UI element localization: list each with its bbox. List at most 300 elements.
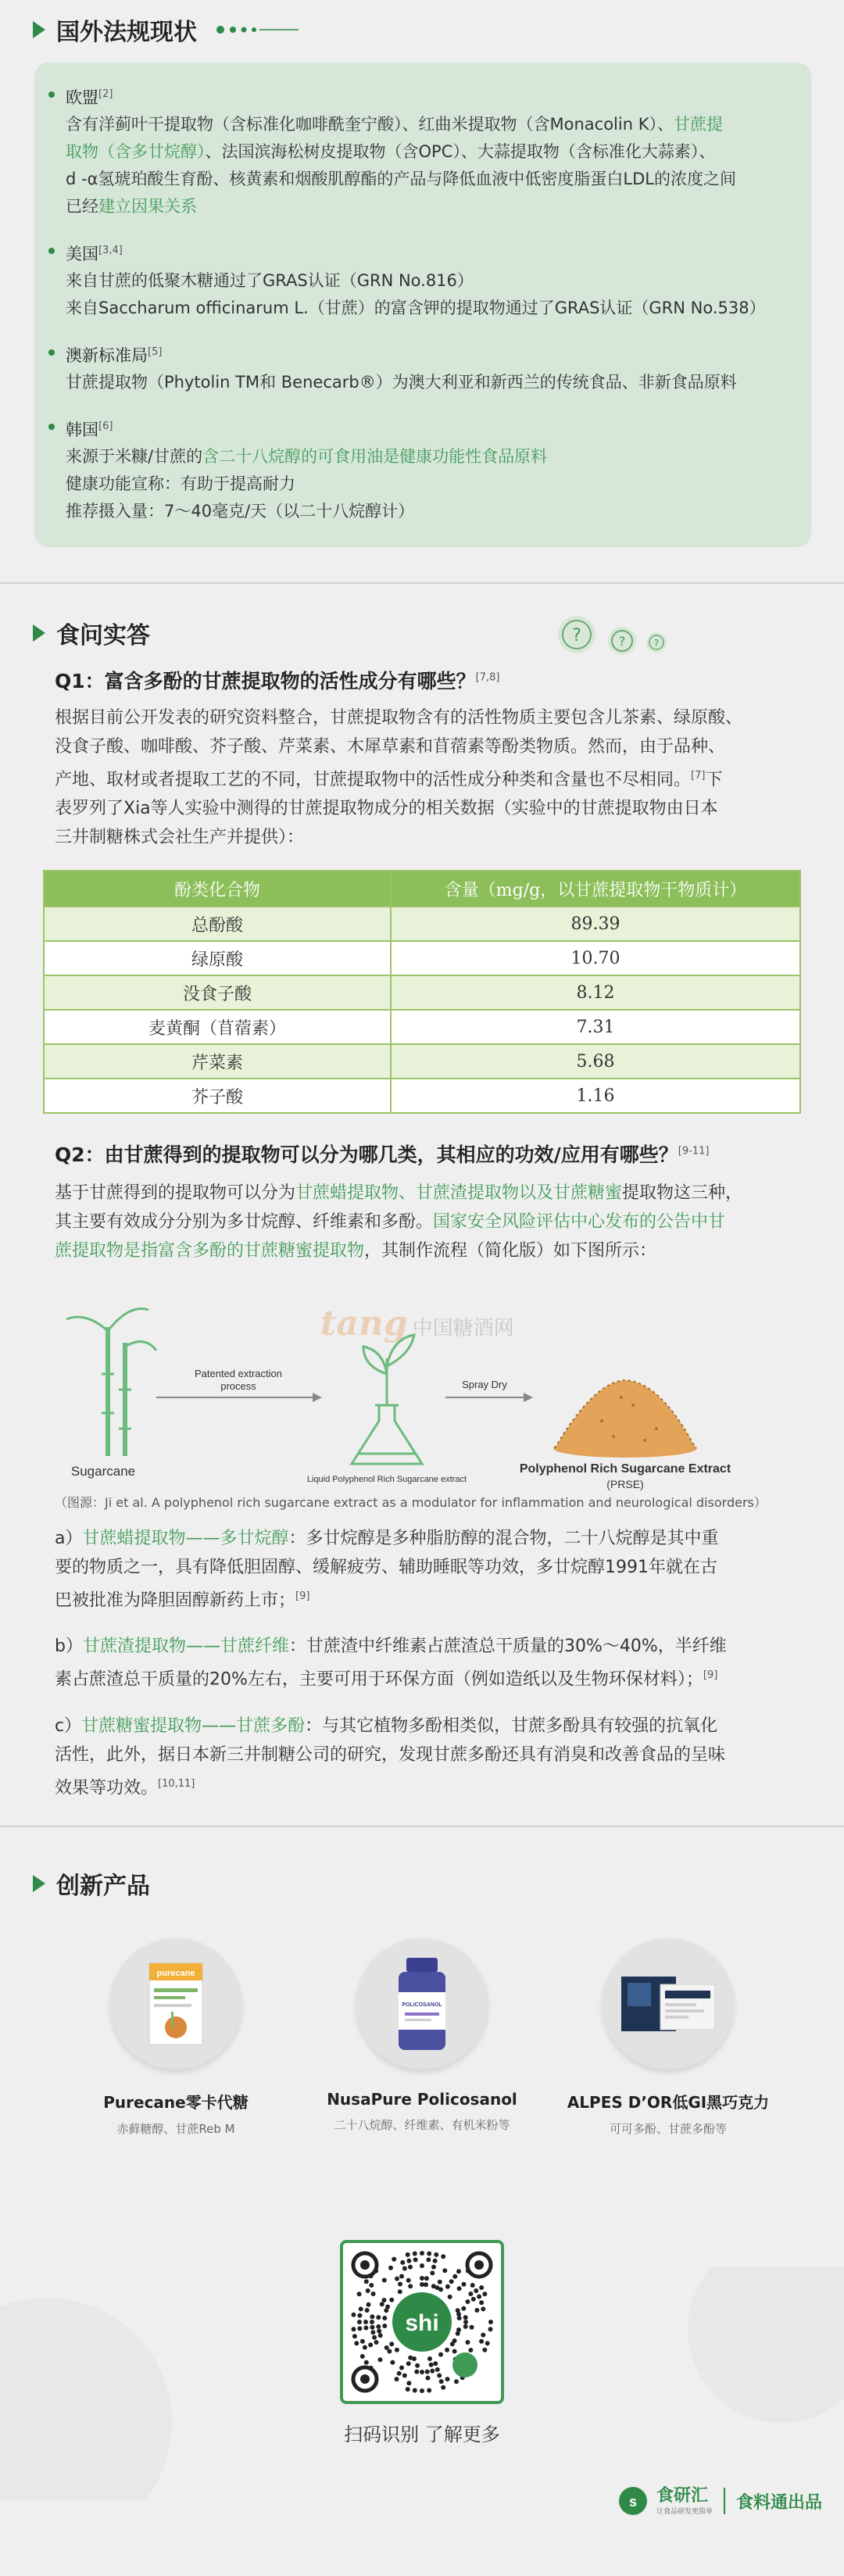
qr-dot <box>406 2278 411 2283</box>
qr-dot <box>406 2361 411 2366</box>
qr-dot <box>468 2292 473 2296</box>
qr-dot <box>365 2308 370 2313</box>
qr-dot <box>462 2282 467 2287</box>
section-title: 食问实答 <box>56 622 150 649</box>
qr-dot <box>377 2329 381 2334</box>
product-name: ALPES D’OR低GI黑巧克力 <box>567 2093 770 2112</box>
qr-dot <box>408 2284 413 2288</box>
qr-dot <box>415 2363 420 2368</box>
qr-dot <box>420 2276 424 2281</box>
qr-dot <box>433 2259 438 2263</box>
qr-dot <box>370 2314 374 2319</box>
qr-dot <box>402 2267 407 2271</box>
reference: [2] <box>98 88 113 100</box>
qr-dot <box>427 2356 432 2361</box>
paragraph-line <box>55 703 805 732</box>
text: 其主要有效成分分别为多廿烷醇、纤维素和多酚。 <box>55 1212 434 1232</box>
text: 来自甘蔗的低聚木糖通过了GRAS认证（GRN No.816） <box>66 271 474 290</box>
q1-title <box>55 666 499 694</box>
step2-label: Spray Dry <box>462 1379 507 1390</box>
bullet-icon <box>48 248 55 254</box>
highlight-text: 建立因果关系 <box>98 197 197 216</box>
product-name: Purecane零卡代糖 <box>103 2093 249 2112</box>
regulation-head <box>66 339 796 369</box>
text: 表罗列了Xia等人实验中测得的甘蔗提取物成分的相关数据（实验中的甘蔗提取物由日本 <box>55 799 718 819</box>
qr-dot <box>372 2335 377 2340</box>
content-cell: 7.31 <box>391 1010 800 1044</box>
qr-code[interactable] <box>340 2240 504 2404</box>
qr-dot <box>482 2348 487 2352</box>
text: 韩国 <box>66 420 98 439</box>
qr-dot <box>429 2363 434 2367</box>
qr-dot <box>488 2320 493 2324</box>
product-name: NusaPure Policosanol <box>327 2090 517 2109</box>
regulation-line <box>66 498 796 525</box>
mini-program-icon <box>452 2352 477 2377</box>
qr-dot <box>395 2377 399 2381</box>
qr-dot <box>461 2306 466 2311</box>
text: 来源于米糠/甘蔗的 <box>66 447 203 466</box>
qr-dot <box>364 2279 369 2284</box>
divider <box>0 582 844 584</box>
qr-dot <box>466 2299 470 2304</box>
qr-dot <box>420 2251 424 2256</box>
svg-text:?: ? <box>572 626 581 646</box>
step1-label: Patented extraction <box>194 1368 283 1379</box>
qr-dot <box>463 2324 468 2329</box>
qr-dot <box>426 2376 431 2381</box>
regulation-head <box>66 413 796 443</box>
section-triangle-icon <box>33 1875 45 1892</box>
compound-cell: 麦黄酮（苜蓿素） <box>44 1010 391 1044</box>
paragraph-line <box>55 1582 805 1615</box>
qr-dot <box>363 2345 367 2350</box>
svg-text:?: ? <box>653 638 660 649</box>
divider <box>0 1826 844 1827</box>
content-cell: 8.12 <box>391 975 800 1010</box>
paragraph-line <box>55 1524 805 1553</box>
paragraph-line <box>55 1741 805 1769</box>
extract-paragraph <box>55 1524 805 1615</box>
qr-dot <box>352 2327 356 2331</box>
text: 基于甘蔗得到的提取物可以分为 <box>55 1183 296 1203</box>
highlight-text: 含二十八烷醇的可食用油是健康功能性食品原料 <box>202 447 548 466</box>
paragraph-line <box>55 761 805 794</box>
qr-dot <box>474 2288 478 2293</box>
qr-dot <box>395 2277 399 2281</box>
qr-dot <box>439 2379 444 2384</box>
qr-dot <box>479 2285 484 2290</box>
content-cell: 1.16 <box>391 1079 800 1113</box>
paragraph-line <box>55 1661 805 1694</box>
watermark: tang 中国糖酒网 <box>320 1304 514 1343</box>
table-row <box>44 1044 800 1079</box>
highlight-text: 蔗提取物是指富含多酚的甘蔗糖蜜提取物 <box>55 1241 365 1261</box>
regulation-head <box>66 238 796 267</box>
qr-dot <box>470 2325 474 2330</box>
qr-dot <box>382 2278 387 2283</box>
qr-dot <box>413 2257 418 2262</box>
q1-paragraph <box>55 703 805 852</box>
qr-dot <box>424 2276 429 2281</box>
regulation-item <box>48 413 796 525</box>
reference: [6] <box>98 420 113 432</box>
text: 推荐摄入量：7～40毫克/天（以二十八烷醇计） <box>66 502 415 521</box>
reference: [10,11] <box>158 1777 195 1790</box>
qr-dot <box>374 2340 379 2345</box>
sugarcane-icon <box>66 1309 156 1456</box>
extract-paragraph <box>55 1632 805 1694</box>
highlight-text: 甘蔗蜡提取物——多廿烷醇 <box>82 1529 289 1548</box>
brand1-name: 食研汇 <box>656 2485 709 2506</box>
qr-dot <box>437 2374 442 2378</box>
qr-dot <box>435 2367 440 2372</box>
qr-dot <box>352 2334 357 2338</box>
qr-dot <box>387 2349 392 2354</box>
qr-dot <box>406 2252 410 2257</box>
text: 甘蔗提取物（Phytolin TM和 Benecarb®）为澳大利亚和新西兰的传统食品、非新食品原料 <box>66 373 737 392</box>
qr-dot <box>430 2369 435 2374</box>
table-row <box>44 941 800 975</box>
qr-dot <box>399 2274 404 2279</box>
qr-finder-center <box>360 2374 370 2384</box>
product-label: Polyphenol Rich Sugarcane Extract <box>519 1462 731 1476</box>
regulation-head <box>66 81 796 111</box>
text: 健康功能宣称：有助于提高耐力 <box>66 474 295 493</box>
qr-dot <box>360 2339 365 2344</box>
text: 澳新标准局 <box>66 346 148 365</box>
qr-dot <box>456 2327 461 2332</box>
text: ：甘蔗渣中纤维素占蔗渣总干质量的30%～40%，半纤维 <box>288 1637 727 1657</box>
qr-finder-center <box>474 2260 484 2270</box>
qr-dot <box>434 2252 438 2257</box>
text: 已经 <box>66 197 98 216</box>
reference: [7] <box>691 770 706 782</box>
compound-cell: 总酚酸 <box>44 907 391 941</box>
paragraph-line <box>55 823 805 852</box>
qr-dot <box>369 2283 374 2288</box>
extract-paragraph <box>55 1712 805 1802</box>
chocolate-pack-icon <box>613 1961 723 2047</box>
qr-dot <box>452 2274 457 2279</box>
text: 活性，此外，据日本新三井制糖公司的研究，发现甘蔗多酚还具有消臭和改善食品的呈味 <box>55 1744 726 1765</box>
text: 来自Saccharum officinarum L.（甘蔗）的富含钾的提取物通过了GRAS认证（GRN No.538） <box>66 299 766 317</box>
qr-dot <box>388 2266 393 2270</box>
brand1-sub: 让食品研发更简单 <box>656 2507 713 2516</box>
footer-brand <box>617 2485 822 2517</box>
qr-dot <box>378 2333 383 2338</box>
highlight-text: 国家安全风险评估中心发布的公告中甘 <box>433 1212 726 1232</box>
qr-dot <box>426 2257 431 2262</box>
brand-divider <box>724 2488 725 2514</box>
qr-dot <box>408 2265 413 2270</box>
qr-dot <box>400 2260 405 2265</box>
brand-logo-icon <box>617 2485 649 2517</box>
qr-dot <box>382 2324 387 2328</box>
highlight-text: 取物（含多廿烷醇） <box>66 142 206 161</box>
table-header: 含量（mg/g，以甘蔗提取物干物质计） <box>391 871 800 907</box>
qr-dot <box>406 2259 411 2263</box>
qr-dot <box>470 2283 475 2288</box>
svg-text:POLICOSANOL: POLICOSANOL <box>402 2002 442 2008</box>
brand1 <box>656 2487 713 2516</box>
qr-dot <box>378 2357 383 2362</box>
highlight-text: 甘蔗蜡提取物、甘蔗渣提取物以及甘蔗糖蜜 <box>295 1183 623 1203</box>
qr-dot <box>463 2320 468 2324</box>
text: 提取物这三种， <box>622 1183 743 1203</box>
text: c） <box>55 1716 82 1736</box>
regulation-line <box>66 470 796 498</box>
q1-ref: [7,8] <box>475 671 500 684</box>
qr-dot <box>397 2371 402 2376</box>
table-row <box>44 975 800 1010</box>
reference: [5] <box>148 346 163 358</box>
qr-dot <box>398 2282 402 2287</box>
regulation-line <box>66 369 796 396</box>
qr-dot <box>376 2324 381 2329</box>
paragraph-line <box>55 1553 805 1582</box>
text: 三井制糖株式会社生产并提供）： <box>55 828 305 848</box>
qr-dot <box>354 2341 359 2345</box>
qr-dot <box>454 2379 459 2384</box>
qr-dot <box>384 2308 388 2313</box>
q2-paragraph <box>55 1179 805 1265</box>
qr-dot <box>398 2289 402 2294</box>
highlight-text: 甘蔗提 <box>673 115 723 134</box>
qr-dot <box>357 2326 362 2331</box>
qr-dot <box>471 2297 476 2302</box>
qr-dot <box>456 2308 460 2313</box>
regulation-item <box>48 238 796 322</box>
svg-text:?: ? <box>618 634 626 649</box>
regulation-line <box>66 193 796 220</box>
paragraph-line <box>55 1769 805 1802</box>
highlight-text: 甘蔗渣提取物——甘蔗纤维 <box>82 1637 289 1657</box>
brand2-name: 食料通出品 <box>736 2492 823 2513</box>
text: 下 <box>705 770 723 790</box>
qr-dot <box>445 2348 449 2352</box>
text: 含有洋蓟叶干提取物（含标准化咖啡酰奎宁酸）、红曲米提取物（含Monacolin K）、 <box>66 115 674 134</box>
bullet-icon <box>48 424 55 430</box>
qr-dot <box>477 2295 481 2299</box>
product-card[interactable] <box>59 1938 293 2137</box>
qr-finder-center <box>360 2260 370 2270</box>
step1b-label: process <box>220 1380 256 1392</box>
text: ：与其它植物多酚相类似，甘蔗多酚具有较强的抗氧化 <box>305 1716 718 1736</box>
q2-title <box>55 1140 709 1168</box>
qr-dot <box>412 2356 417 2361</box>
text: d -α氢琥珀酸生育酚、核黄素和烟酸肌醇酯的产品与降低血液中低密度脂蛋白LDL的浓度之间 <box>66 170 736 188</box>
dots-decoration-icon <box>216 24 302 35</box>
qr-dot <box>445 2284 450 2289</box>
arrow-2-head <box>524 1393 533 1402</box>
qr-dot <box>413 2388 417 2393</box>
text: 巴被批准为降胆固醇新药上市； <box>55 1590 296 1611</box>
qr-dot <box>481 2306 485 2311</box>
phenol-table <box>43 870 801 1114</box>
qr-dot <box>441 2254 445 2259</box>
regulation-line <box>66 111 796 138</box>
qr-dot <box>364 2360 369 2365</box>
foreign-section-header <box>33 13 302 47</box>
regulation-line <box>66 267 796 295</box>
bullet-icon <box>48 349 55 356</box>
qr-dot <box>399 2366 404 2370</box>
svg-text:s: s <box>628 2494 638 2510</box>
regulation-item <box>48 339 796 396</box>
qr-dot <box>357 2320 362 2324</box>
qr-code-icon <box>343 2243 501 2401</box>
sugarcane-label: Sugarcane <box>70 1464 136 1479</box>
qr-dot <box>481 2333 485 2338</box>
q1-title-text: Q1：富含多酚的甘蔗提取物的活性成分有哪些？ <box>55 670 476 692</box>
qa-section-header <box>33 616 150 650</box>
compound-cell: 芥子酸 <box>44 1079 391 1113</box>
qr-dot <box>370 2325 374 2330</box>
qr-dot <box>479 2339 484 2344</box>
products-section-header <box>33 1866 150 1901</box>
figure-caption: （图源：Ji et al. A polyphenol rich sugarcane extract as a modulator for inflammation and neurological disorders） <box>55 1495 767 1510</box>
qr-dot <box>382 2316 387 2320</box>
product-card[interactable] <box>305 1938 539 2137</box>
qr-dot <box>485 2341 490 2345</box>
text: 素占蔗渣总干质量的20%左右，主要可用于环保方面（例如造纸以及生物环保材料）； <box>55 1669 703 1690</box>
regulation-line <box>66 166 796 193</box>
svg-text:purecane: purecane <box>156 1969 195 1978</box>
paragraph-line <box>55 794 805 823</box>
bullet-icon <box>48 91 55 98</box>
product-label-2: (PRSE) <box>606 1478 644 1490</box>
compound-cell: 没食子酸 <box>44 975 391 1010</box>
qr-dot <box>368 2342 373 2347</box>
text: 欧盟 <box>66 88 98 107</box>
product-desc: 可可多酚、甘蔗多酚等 <box>609 2122 727 2136</box>
q2-title-text: Q2：由甘蔗得到的提取物可以分为哪几类，其相应的功效/应用有哪些？ <box>55 1143 678 1166</box>
compound-cell: 芹菜素 <box>44 1044 391 1079</box>
text: b） <box>55 1637 83 1657</box>
qr-dot <box>390 2360 395 2365</box>
text: 效果等功效。 <box>55 1777 159 1798</box>
qr-dot <box>441 2385 445 2390</box>
reference: [9] <box>295 1590 310 1602</box>
qr-dot <box>448 2295 452 2299</box>
qr-dot <box>445 2377 450 2381</box>
qr-dot <box>438 2280 442 2284</box>
qr-dot <box>420 2370 424 2374</box>
text: ，其制作流程（简化版）如下图所示： <box>364 1241 657 1261</box>
section-triangle-icon <box>33 21 45 38</box>
qr-dot <box>488 2327 493 2331</box>
qr-dot <box>420 2388 424 2393</box>
paragraph-line <box>55 1632 805 1661</box>
qr-dot <box>363 2320 368 2324</box>
product-card[interactable] <box>551 1938 785 2137</box>
qr-dot <box>380 2302 384 2306</box>
qr-dot <box>442 2268 447 2273</box>
svg-text:shi: shi <box>405 2310 439 2336</box>
qr-dot <box>382 2298 387 2302</box>
reference: [3,4] <box>98 245 123 256</box>
regulations-card <box>34 63 811 547</box>
content-cell: 5.68 <box>391 1044 800 1079</box>
qr-dot <box>352 2313 356 2317</box>
qr-dot <box>357 2292 362 2296</box>
process-figure <box>55 1288 805 1491</box>
qr-dot <box>389 2298 394 2302</box>
qr-dot <box>431 2284 436 2288</box>
text: 美国 <box>66 245 98 263</box>
qr-dot <box>452 2349 457 2354</box>
qr-dot <box>406 2387 410 2392</box>
arrow-1-head <box>313 1393 322 1402</box>
paragraph-line <box>55 1236 805 1265</box>
qr-dot <box>395 2348 399 2352</box>
content-cell: 89.39 <box>391 907 800 941</box>
paragraph-line <box>55 1179 805 1208</box>
sweetener-box-icon <box>137 1957 215 2051</box>
extract-paragraphs <box>55 1524 805 1819</box>
qr-dot <box>376 2315 381 2320</box>
scan-text: 扫码识别 了解更多 <box>344 2424 500 2445</box>
section-title: 国外法规现状 <box>56 19 197 46</box>
product-desc: 二十八烷醇、纤维素、有机米粉等 <box>334 2118 510 2132</box>
qr-dot <box>463 2315 468 2320</box>
regulation-line <box>66 295 796 322</box>
content-cell: 10.70 <box>391 941 800 975</box>
qr-dot <box>474 2308 479 2313</box>
product-desc: 赤藓糖醇、甘蔗Reb M <box>116 2122 235 2136</box>
text: 、法国滨海松树皮提取物（含OPC）、大蒜提取物（含标准化大蒜素）、 <box>205 142 716 161</box>
question-bubbles-icon <box>553 606 671 677</box>
flask-label: Liquid Polyphenol Rich Sugarcane extract <box>306 1475 467 1484</box>
qr-dot <box>413 2252 417 2256</box>
q2-ref: [9-11] <box>678 1145 710 1157</box>
text: 要的物质之一，具有降低胆固醇、缓解疲劳、辅助睡眠等功效，多廿烷醇1991年就在古 <box>55 1558 717 1577</box>
text: 没食子酸、咖啡酸、芥子酸、芹菜素、木犀草素和苜蓿素等酚类物质。然而，由于品种、 <box>55 737 726 757</box>
flask-icon <box>352 1335 422 1464</box>
qr-dot <box>457 2286 462 2291</box>
paragraph-line <box>55 732 805 761</box>
table-row <box>44 907 800 941</box>
qr-dot <box>420 2282 424 2287</box>
qr-dot <box>449 2279 454 2284</box>
qr-dot <box>366 2288 370 2293</box>
regulation-item <box>48 81 796 220</box>
text: 根据目前公开发表的研究资料整合，甘蔗提取物含有的活性物质主要包含儿茶素、绿原酸、 <box>55 708 743 728</box>
highlight-text: 甘蔗糖蜜提取物——甘蔗多酚 <box>81 1716 306 1736</box>
qr-dot <box>482 2292 487 2296</box>
qr-dot <box>392 2257 396 2262</box>
text: a） <box>55 1529 83 1548</box>
qr-dot <box>425 2370 430 2374</box>
qr-dot <box>370 2330 375 2334</box>
qr-dot <box>456 2269 461 2274</box>
table-row <box>44 1079 800 1113</box>
qr-dot <box>363 2326 368 2331</box>
text: 产地、取材或者提取工艺的不同，甘蔗提取物中的活性成分种类和含量也不尽相同。 <box>55 770 692 790</box>
qr-dot <box>427 2252 431 2256</box>
table-row <box>44 1010 800 1044</box>
qr-dot <box>452 2338 457 2343</box>
qr-dot <box>357 2313 362 2318</box>
qr-dot <box>367 2302 371 2307</box>
paragraph-line <box>55 1712 805 1741</box>
qr-dot <box>360 2354 365 2359</box>
qr-dot <box>420 2263 424 2268</box>
product-image <box>356 1938 488 2070</box>
powder-pile-icon <box>553 1380 697 1458</box>
reference: [9] <box>703 1669 718 1682</box>
